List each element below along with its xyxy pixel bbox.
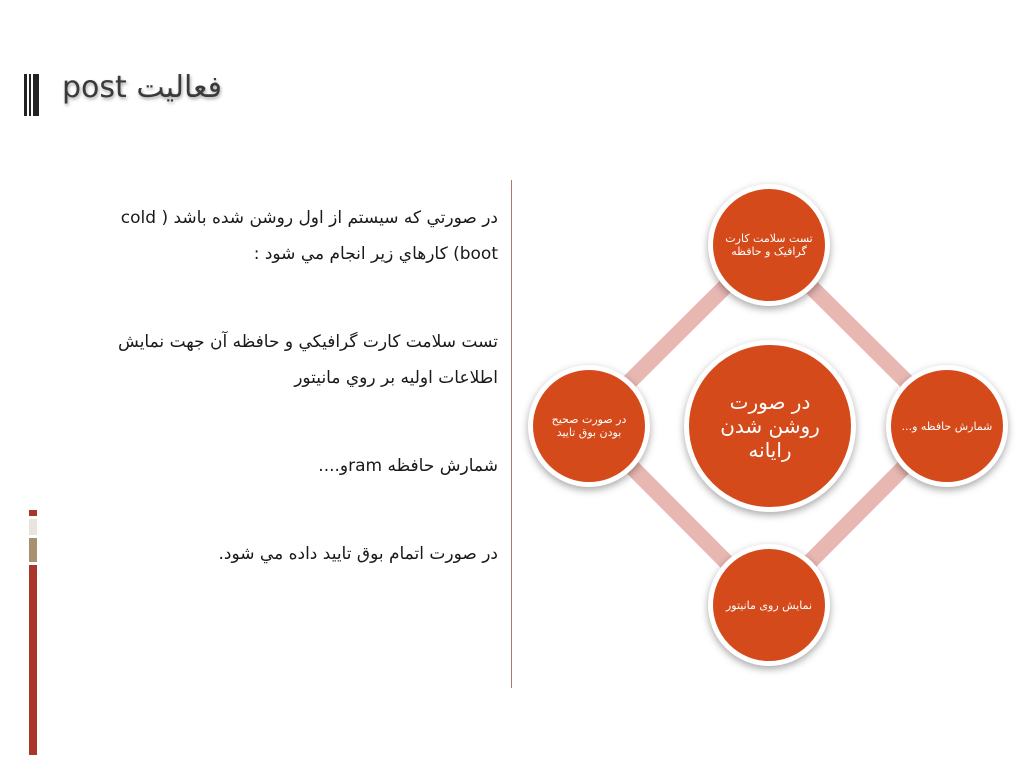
vertical-divider bbox=[511, 180, 512, 688]
top-node bbox=[708, 184, 830, 306]
paragraph-2 bbox=[48, 324, 498, 396]
paragraph-2-line-1: تست سلامت كارت گرافيكي و حافظه آن جهت نمايش bbox=[118, 332, 498, 352]
paragraph-1-line-2: boot) كارهاي زير انجام مي شود : bbox=[253, 244, 498, 264]
bottom-node-label: نمايش روی مانيتور bbox=[725, 598, 813, 612]
paragraph-3: شمارش حافظه ramو.... bbox=[318, 456, 498, 476]
paragraph-2-line-2: اطلاعات اوليه بر روي مانيتور bbox=[294, 368, 498, 388]
title-bars-decoration bbox=[24, 74, 40, 116]
center-node bbox=[684, 340, 856, 512]
paragraph-1-line-1: در صورتي كه سيستم از اول روشن شده باشد ( cold bbox=[120, 208, 498, 228]
right-node-label: شمارش حافظه و... bbox=[901, 419, 993, 433]
center-node-label: در صورت روشن شدن رايانه bbox=[720, 390, 820, 462]
left-node-label: در صورت صحيح بودن بوق تاييد bbox=[551, 413, 627, 439]
right-node bbox=[886, 365, 1008, 487]
cycle-diagram bbox=[520, 180, 1020, 680]
left-node bbox=[528, 365, 650, 487]
top-node-label: تست سلامت كارت گرافيک و حافظه bbox=[725, 232, 813, 258]
paragraph-1 bbox=[48, 200, 498, 272]
paragraph-4: در صورت اتمام بوق تاييد داده مي شود. bbox=[218, 544, 498, 564]
slide-title: فعاليت post bbox=[62, 70, 222, 105]
bottom-node bbox=[708, 544, 830, 666]
